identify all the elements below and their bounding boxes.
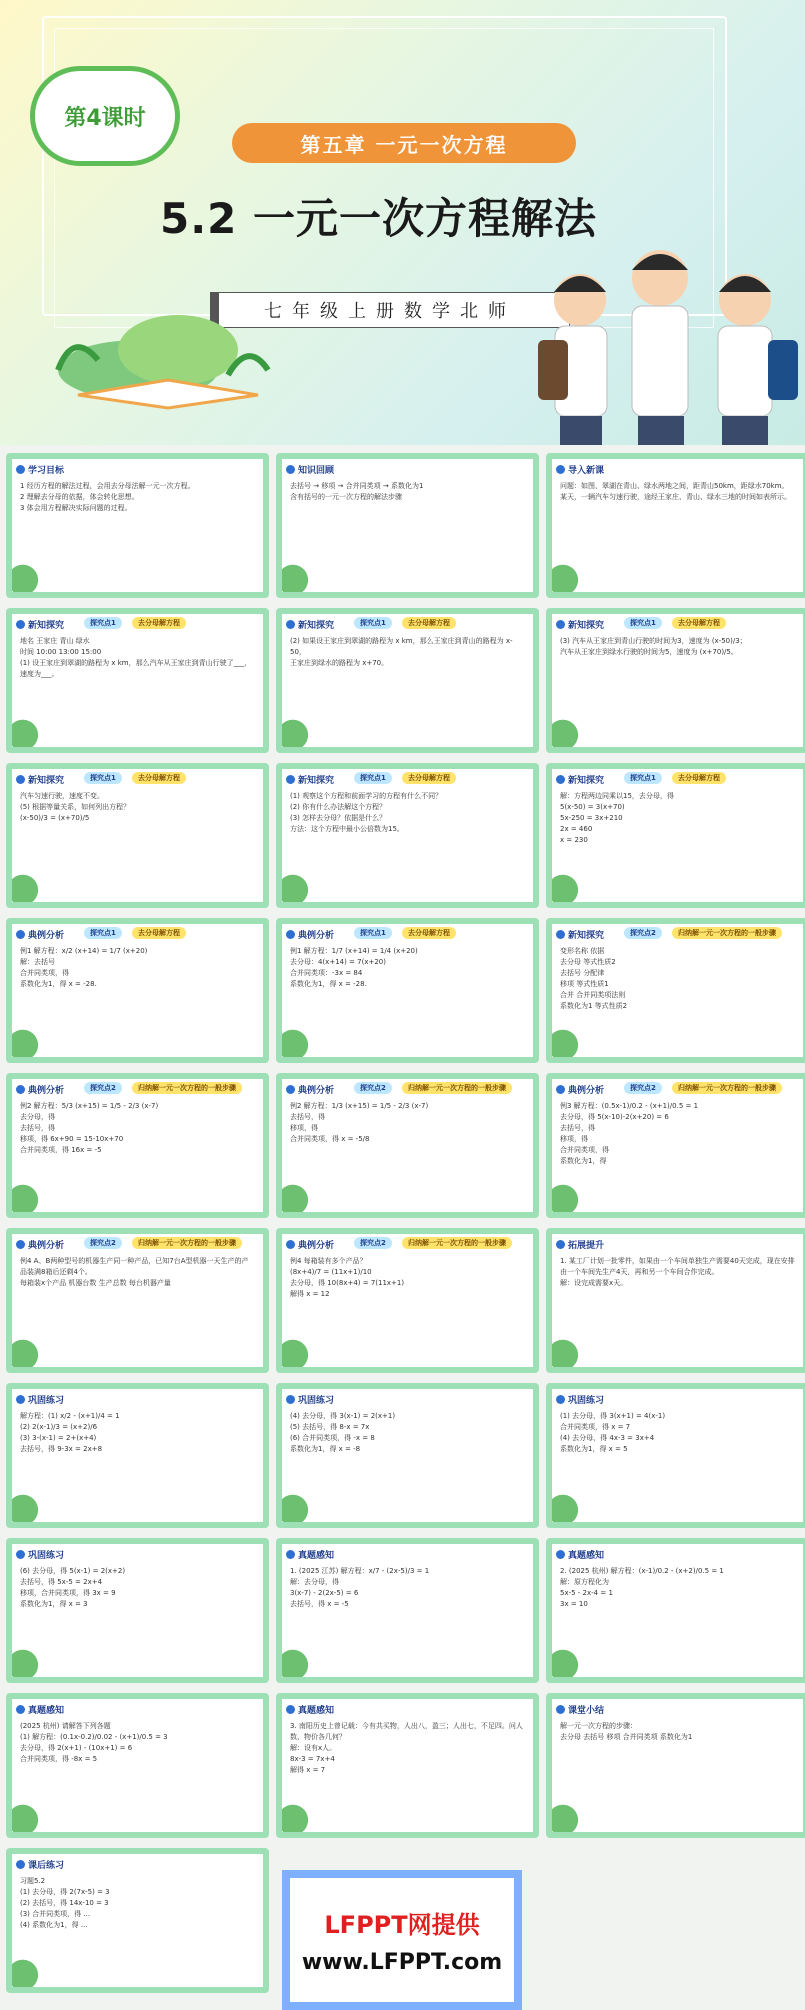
slide-body-text: 例2 解方程：1/3 (x+15) = 1/5 - 2/3 (x-7) 去括号，得 移项，得 合并同类项，得 x = -5/8 bbox=[290, 1102, 429, 1143]
slide-thumbnail[interactable] bbox=[546, 918, 805, 1063]
header-dot-icon bbox=[286, 1240, 295, 1249]
slide-header-text: 典例分析 bbox=[28, 1241, 65, 1251]
slide-header bbox=[556, 1393, 604, 1406]
header-dot-icon bbox=[16, 930, 25, 939]
cover-subtitle: 七年级上册数学北师 bbox=[210, 292, 570, 328]
leaf-decoration bbox=[552, 1327, 588, 1367]
header-dot-icon bbox=[286, 1550, 295, 1559]
header-dot-icon bbox=[16, 465, 25, 474]
slide-thumbnail[interactable] bbox=[6, 1693, 269, 1838]
leaf-decoration bbox=[282, 1172, 318, 1212]
slide-header bbox=[556, 1083, 604, 1096]
leaf-decoration bbox=[12, 707, 48, 747]
slide-body-text: 汽车匀速行驶，速度不变。 (5) 根据等量关系，如何列出方程？ (x-50)/3 = (x+70)/5 bbox=[20, 792, 131, 822]
header-dot-icon bbox=[286, 1085, 295, 1094]
leaf-decoration bbox=[282, 1792, 318, 1832]
slide-tag-primary: 探究点1 bbox=[354, 927, 392, 939]
slide-header bbox=[16, 1703, 64, 1716]
header-dot-icon bbox=[286, 1395, 295, 1404]
leaf-decoration bbox=[12, 1637, 48, 1677]
slide-header-text: 新知探究 bbox=[28, 776, 65, 786]
slide-header bbox=[556, 1238, 604, 1251]
slide-header bbox=[556, 463, 604, 476]
slide-header-text: 新知探究 bbox=[568, 776, 605, 786]
slide-header-text: 学习目标 bbox=[28, 466, 65, 476]
slide-body-text: 地名 王家庄 青山 绿水 时间 10:00 13:00 15:00 (1) 设王家庄到翠湖的路程为 x km，那么汽车从王家庄到青山行驶了___，速度为___。 bbox=[20, 637, 252, 678]
header-dot-icon bbox=[286, 465, 295, 474]
slide-tag-primary: 探究点1 bbox=[84, 772, 122, 784]
slide-header bbox=[16, 1393, 64, 1406]
leaf-decoration bbox=[12, 1172, 48, 1212]
slide-header bbox=[286, 1393, 334, 1406]
leaf-decoration bbox=[552, 707, 588, 747]
leaf-decoration bbox=[282, 1482, 318, 1522]
slide-header-text: 新知探究 bbox=[298, 776, 335, 786]
slide-header-text: 新知探究 bbox=[568, 621, 605, 631]
slide-thumbnail[interactable] bbox=[546, 1538, 805, 1683]
leaf-decoration bbox=[282, 862, 318, 902]
leaf-decoration bbox=[12, 552, 48, 592]
header-dot-icon bbox=[16, 1240, 25, 1249]
slide-tag-primary: 探究点1 bbox=[354, 772, 392, 784]
slide-body-text: 解一元一次方程的步骤： 去分母 去括号 移项 合并同类项 系数化为1 bbox=[560, 1722, 693, 1741]
header-dot-icon bbox=[556, 1085, 565, 1094]
header-dot-icon bbox=[16, 1860, 25, 1869]
slide-tag-primary: 探究点1 bbox=[354, 617, 392, 629]
slide-header-text: 巩固练习 bbox=[568, 1396, 605, 1406]
slide-thumbnail[interactable] bbox=[6, 1848, 269, 1993]
slide-tag-primary: 探究点2 bbox=[624, 927, 662, 939]
slide-tag-secondary: 去分母解方程 bbox=[132, 772, 186, 784]
slide-thumbnail[interactable] bbox=[6, 1383, 269, 1528]
slide-header bbox=[16, 1083, 64, 1096]
slide-thumbnail[interactable] bbox=[276, 918, 539, 1063]
cover-title: 5.2 一元一次方程解法 bbox=[160, 194, 598, 243]
slide-tag-secondary: 归纳解一元一次方程的一般步骤 bbox=[132, 1237, 242, 1249]
slide-header-text: 典例分析 bbox=[28, 931, 65, 941]
slide-thumbnail[interactable] bbox=[6, 763, 269, 908]
slide-tag-primary: 探究点1 bbox=[624, 772, 662, 784]
slide-header bbox=[556, 1703, 604, 1716]
slide-header bbox=[16, 1238, 64, 1251]
slide-body-text: 例4 A、B两种型号的机器生产同一种产品，已知7台A型机器一天生产的产品装满8箱后还剩4个。 每箱装x个产品 机器台数 生产总数 每台机器产量 bbox=[20, 1257, 249, 1287]
leaf-decoration bbox=[552, 1482, 588, 1522]
slide-header-text: 巩固练习 bbox=[28, 1551, 65, 1561]
slide-body-text: (1) 观察这个方程和前面学习的方程有什么不同？ (2) 你有什么办法解这个方程？ (3) 怎样去分母？依据是什么？ 方法：这个方程中最小公倍数为15。 bbox=[290, 792, 443, 833]
slide-body-text: 1. (2025 江苏) 解方程：x/7 - (2x-5)/3 = 1 解：去分母，得 3(x-7) - 2(2x-5) = 6 去括号，得 x = -5 bbox=[290, 1567, 430, 1608]
slide-body-text: 问题：如图，翠湖在青山、绿水两地之间，距青山50km，距绿水70km。某天，一辆汽车匀速行驶，途经王家庄、青山、绿水三地的时间如表所示。 bbox=[560, 482, 791, 501]
header-dot-icon bbox=[16, 1395, 25, 1404]
slide-header bbox=[286, 1238, 334, 1251]
header-dot-icon bbox=[16, 775, 25, 784]
slide-body-text: (2025 杭州) 请解答下列各题 (1) 解方程：(0.1x-0.2)/0.02 - (x+1)/0.5 = 3 去分母，得 2(x+1) - (10x+1) = 6 合并同类项，得 -8x = 5 bbox=[20, 1722, 168, 1763]
slide-body-text: (4) 去分母，得 3(x-1) = 2(x+1) (5) 去括号，得 8-x = 7x (6) 合并同类项，得 -x = 8 系数化为1，得 x = -8 bbox=[290, 1412, 396, 1453]
slide-tag-secondary: 去分母解方程 bbox=[132, 927, 186, 939]
slide-header-text: 典例分析 bbox=[298, 1241, 335, 1251]
slide-body-text: (3) 汽车从王家庄到青山行驶的时间为3，速度为 (x-50)/3； 汽车从王家庄到绿水行驶的时间为5，速度为 (x+70)/5。 bbox=[560, 637, 747, 656]
leaf-decoration bbox=[552, 1172, 588, 1212]
slide-header-text: 知识回顾 bbox=[298, 466, 335, 476]
slide-body-text: 解方程：(1) x/2 - (x+1)/4 = 1 (2) 2(x-1)/3 = (x+2)/6 (3) 3-(x-1) = 2+(x+4) 去括号，得 9-3x = 2x+8 bbox=[20, 1412, 120, 1453]
leaf-decoration bbox=[552, 1017, 588, 1057]
book-plants-illustration bbox=[18, 300, 288, 410]
leaf-decoration bbox=[12, 1482, 48, 1522]
slide-tag-secondary: 归纳解一元一次方程的一般步骤 bbox=[672, 1082, 782, 1094]
slide-header bbox=[286, 618, 334, 631]
leaf-decoration bbox=[282, 1327, 318, 1367]
slide-thumbnail[interactable] bbox=[546, 608, 805, 753]
slide-header bbox=[556, 618, 604, 631]
slide-body-text: (2) 如果设王家庄到翠湖的路程为 x km，那么王家庄到青山的路程为 x-50， 王家庄到绿水的路程为 x+70。 bbox=[290, 637, 513, 667]
cover-slide bbox=[0, 0, 805, 445]
slide-body-text: 例1 解方程：x/2 (x+14) = 1/7 (x+20) 解：去括号 合并同类项，得 系数化为1，得 x = -28. bbox=[20, 947, 148, 988]
slide-thumbnail[interactable] bbox=[276, 608, 539, 753]
slide-tag-primary: 探究点1 bbox=[84, 617, 122, 629]
slide-thumbnail[interactable] bbox=[6, 1228, 269, 1373]
header-dot-icon bbox=[556, 775, 565, 784]
header-dot-icon bbox=[286, 775, 295, 784]
slide-header-text: 拓展提升 bbox=[568, 1241, 605, 1251]
slide-thumbnail[interactable] bbox=[6, 1538, 269, 1683]
slide-header-text: 真题感知 bbox=[568, 1551, 605, 1561]
header-dot-icon bbox=[556, 1395, 565, 1404]
header-dot-icon bbox=[16, 1550, 25, 1559]
leaf-decoration bbox=[12, 1327, 48, 1367]
slide-header-text: 典例分析 bbox=[28, 1086, 65, 1096]
students-illustration bbox=[520, 230, 805, 445]
slide-header-text: 典例分析 bbox=[298, 931, 335, 941]
slide-body-text: 习题5.2 (1) 去分母，得 2(7x-5) = 3 (2) 去括号，得 14x-10 = 3 (3) 合并同类项，得 ... (4) 系数化为1，得 ... bbox=[20, 1877, 110, 1929]
leaf-decoration bbox=[12, 1792, 48, 1832]
lesson-label: 第4课时 bbox=[64, 105, 146, 131]
header-dot-icon bbox=[286, 620, 295, 629]
slide-header bbox=[286, 1548, 334, 1561]
slide-tag-secondary: 去分母解方程 bbox=[402, 617, 456, 629]
slide-thumbnail[interactable] bbox=[276, 1073, 539, 1218]
slide-thumbnail[interactable] bbox=[546, 1383, 805, 1528]
slide-tag-primary: 探究点2 bbox=[84, 1237, 122, 1249]
slide-header bbox=[16, 1858, 64, 1871]
slide-thumbnail[interactable] bbox=[276, 453, 539, 598]
slide-body-text: 例2 解方程：5/3 (x+15) = 1/5 - 2/3 (x-7) 去分母，得 去括号，得 移项，得 6x+90 = 15-10x+70 合并同类项，得 16x = -5 bbox=[20, 1102, 159, 1154]
header-dot-icon bbox=[556, 1550, 565, 1559]
header-dot-icon bbox=[286, 1705, 295, 1714]
slide-thumbnail[interactable] bbox=[276, 763, 539, 908]
slide-tag-primary: 探究点2 bbox=[624, 1082, 662, 1094]
leaf-decoration bbox=[552, 1637, 588, 1677]
leaf-decoration bbox=[12, 1017, 48, 1057]
lesson-badge bbox=[30, 66, 180, 166]
slide-thumbnail[interactable] bbox=[546, 1073, 805, 1218]
slide-tag-primary: 探究点2 bbox=[84, 1082, 122, 1094]
chapter-banner: 第五章 一元一次方程 bbox=[232, 123, 576, 163]
leaf-decoration bbox=[282, 1017, 318, 1057]
slide-thumbnail[interactable] bbox=[546, 453, 805, 598]
slide-thumbnail[interactable] bbox=[276, 1693, 539, 1838]
slide-header bbox=[16, 1548, 64, 1561]
slide-tag-primary: 探究点2 bbox=[354, 1082, 392, 1094]
slide-body-text: 1. 某工厂计划一批零件，如果由一个车间单独生产需要40天完成，现在安排由一个车间先生产4天，再和另一个车间合作完成。 解：设完成需要x天。 bbox=[560, 1257, 795, 1287]
slide-body-text: 3. 南阳历史上曾记载：今有共买物，人出八，盈三；人出七，不足四。问人数、物价各几何？ 解：设有x人。 8x-3 = 7x+4 解得 x = 7 bbox=[290, 1722, 523, 1774]
slide-body-text: 解：方程两边同乘以15，去分母，得 5(x-50) = 3(x+70) 5x-250 = 3x+210 2x = 460 x = 230 bbox=[560, 792, 674, 844]
leaf-decoration bbox=[282, 707, 318, 747]
slide-tag-secondary: 归纳解一元一次方程的一般步骤 bbox=[402, 1237, 512, 1249]
slide-header bbox=[286, 1083, 334, 1096]
header-dot-icon bbox=[556, 1240, 565, 1249]
slide-header bbox=[556, 928, 604, 941]
slide-body-text: 例3 解方程：(0.5x-1)/0.2 - (x+1)/0.5 = 1 去分母，得 5(x-10)-2(x+20) = 6 去括号，得 移项，得 合并同类项，得 系数化为1，得 bbox=[560, 1102, 699, 1165]
lfppt-credit bbox=[282, 1870, 522, 2010]
slide-header bbox=[556, 773, 604, 786]
slide-header-text: 典例分析 bbox=[298, 1086, 335, 1096]
slide-thumbnail[interactable] bbox=[546, 1228, 805, 1373]
slide-header bbox=[286, 773, 334, 786]
slide-tag-primary: 探究点1 bbox=[624, 617, 662, 629]
slide-header bbox=[556, 1548, 604, 1561]
slide-body-text: (6) 去分母，得 5(x-1) = 2(x+2) 去括号，得 5x-5 = 2x+4 移项，合并同类项，得 3x = 9 系数化为1，得 x = 3 bbox=[20, 1567, 126, 1608]
slide-body-text: 2. (2025 杭州) 解方程：(x-1)/0.2 - (x+2)/0.5 = 1 解：原方程化为 5x-5 - 2x-4 = 1 3x = 10 bbox=[560, 1567, 724, 1608]
slide-header-text: 新知探究 bbox=[298, 621, 335, 631]
slide-tag-primary: 探究点2 bbox=[354, 1237, 392, 1249]
slide-thumbnail[interactable] bbox=[276, 1538, 539, 1683]
leaf-decoration bbox=[552, 552, 588, 592]
slide-thumbnail[interactable] bbox=[6, 453, 269, 598]
header-dot-icon bbox=[556, 620, 565, 629]
slide-header bbox=[16, 463, 64, 476]
leaf-decoration bbox=[552, 1792, 588, 1832]
slide-header-text: 新知探究 bbox=[28, 621, 65, 631]
slide-header bbox=[286, 1703, 334, 1716]
header-dot-icon bbox=[16, 1085, 25, 1094]
header-dot-icon bbox=[16, 620, 25, 629]
slide-thumbnail[interactable] bbox=[6, 608, 269, 753]
leaf-decoration bbox=[282, 552, 318, 592]
header-dot-icon bbox=[16, 1705, 25, 1714]
slide-thumbnail[interactable] bbox=[546, 763, 805, 908]
slide-tag-secondary: 去分母解方程 bbox=[672, 772, 726, 784]
slide-header-text: 新知探究 bbox=[568, 931, 605, 941]
header-dot-icon bbox=[556, 1705, 565, 1714]
leaf-decoration bbox=[282, 1637, 318, 1677]
header-dot-icon bbox=[556, 465, 565, 474]
slide-tag-secondary: 去分母解方程 bbox=[402, 927, 456, 939]
slide-header bbox=[16, 928, 64, 941]
slide-header bbox=[16, 773, 64, 786]
slide-body-text: 1 经历方程的解法过程，会用去分母法解一元一次方程。 2 理解去分母的依据，体会转化思想。 3 体会用方程解决实际问题的过程。 bbox=[20, 482, 195, 512]
leaf-decoration bbox=[12, 862, 48, 902]
slide-header-text: 典例分析 bbox=[568, 1086, 605, 1096]
slide-body-text: (1) 去分母，得 3(x+1) = 4(x-1) 合并同类项，得 x = 7 (4) 去分母，得 4x-3 = 3x+4 系数化为1，得 x = 5 bbox=[560, 1412, 666, 1453]
credit-line-2: www.LFPPT.com bbox=[301, 1950, 503, 1975]
slide-header-text: 真题感知 bbox=[298, 1706, 335, 1716]
leaf-decoration bbox=[552, 862, 588, 902]
slide-thumbnail[interactable] bbox=[6, 918, 269, 1063]
slide-thumbnail[interactable] bbox=[6, 1073, 269, 1218]
slide-body-text: 变形名称 依据 去分母 等式性质2 去括号 分配律 移项 等式性质1 合并 合并同类项法则 系数化为1 等式性质2 bbox=[560, 947, 628, 1010]
slide-header-text: 课后练习 bbox=[28, 1861, 65, 1871]
slide-tag-secondary: 去分母解方程 bbox=[402, 772, 456, 784]
header-dot-icon bbox=[286, 930, 295, 939]
slide-tag-secondary: 归纳解一元一次方程的一般步骤 bbox=[402, 1082, 512, 1094]
credit-line-1: LFPPT网提供 bbox=[324, 1911, 480, 1939]
slide-header-text: 真题感知 bbox=[298, 1551, 335, 1561]
slide-header-text: 课堂小结 bbox=[568, 1706, 605, 1716]
slide-header-text: 真题感知 bbox=[28, 1706, 65, 1716]
slide-header-text: 导入新课 bbox=[568, 466, 605, 476]
slide-header-text: 巩固练习 bbox=[28, 1396, 65, 1406]
slide-header bbox=[286, 928, 334, 941]
slide-tag-secondary: 去分母解方程 bbox=[132, 617, 186, 629]
slide-header bbox=[286, 463, 334, 476]
slide-body-text: 去括号 → 移项 → 合并同类项 → 系数化为1 含有括号的一元一次方程的解法步骤 bbox=[290, 482, 424, 501]
slide-tag-secondary: 去分母解方程 bbox=[672, 617, 726, 629]
slide-header-text: 巩固练习 bbox=[298, 1396, 335, 1406]
header-dot-icon bbox=[556, 930, 565, 939]
slide-header bbox=[16, 618, 64, 631]
slide-body-text: 例4 每箱装有多个产品？ (8x+4)/7 = (11x+1)/10 去分母，得 10(8x+4) = 7(11x+1) 解得 x = 12 bbox=[290, 1257, 405, 1298]
slide-tag-primary: 探究点1 bbox=[84, 927, 122, 939]
slide-tag-secondary: 归纳解一元一次方程的一般步骤 bbox=[132, 1082, 242, 1094]
slide-thumbnail[interactable] bbox=[276, 1383, 539, 1528]
leaf-decoration bbox=[12, 1947, 48, 1987]
slide-thumbnail[interactable] bbox=[276, 1228, 539, 1373]
slide-tag-secondary: 归纳解一元一次方程的一般步骤 bbox=[672, 927, 782, 939]
slide-thumbnail[interactable] bbox=[546, 1693, 805, 1838]
slide-body-text: 例1 解方程：1/7 (x+14) = 1/4 (x+20) 去分母：4(x+14) = 7(x+20) 合并同类项：-3x = 84 系数化为1，得 x = -28. bbox=[290, 947, 418, 988]
